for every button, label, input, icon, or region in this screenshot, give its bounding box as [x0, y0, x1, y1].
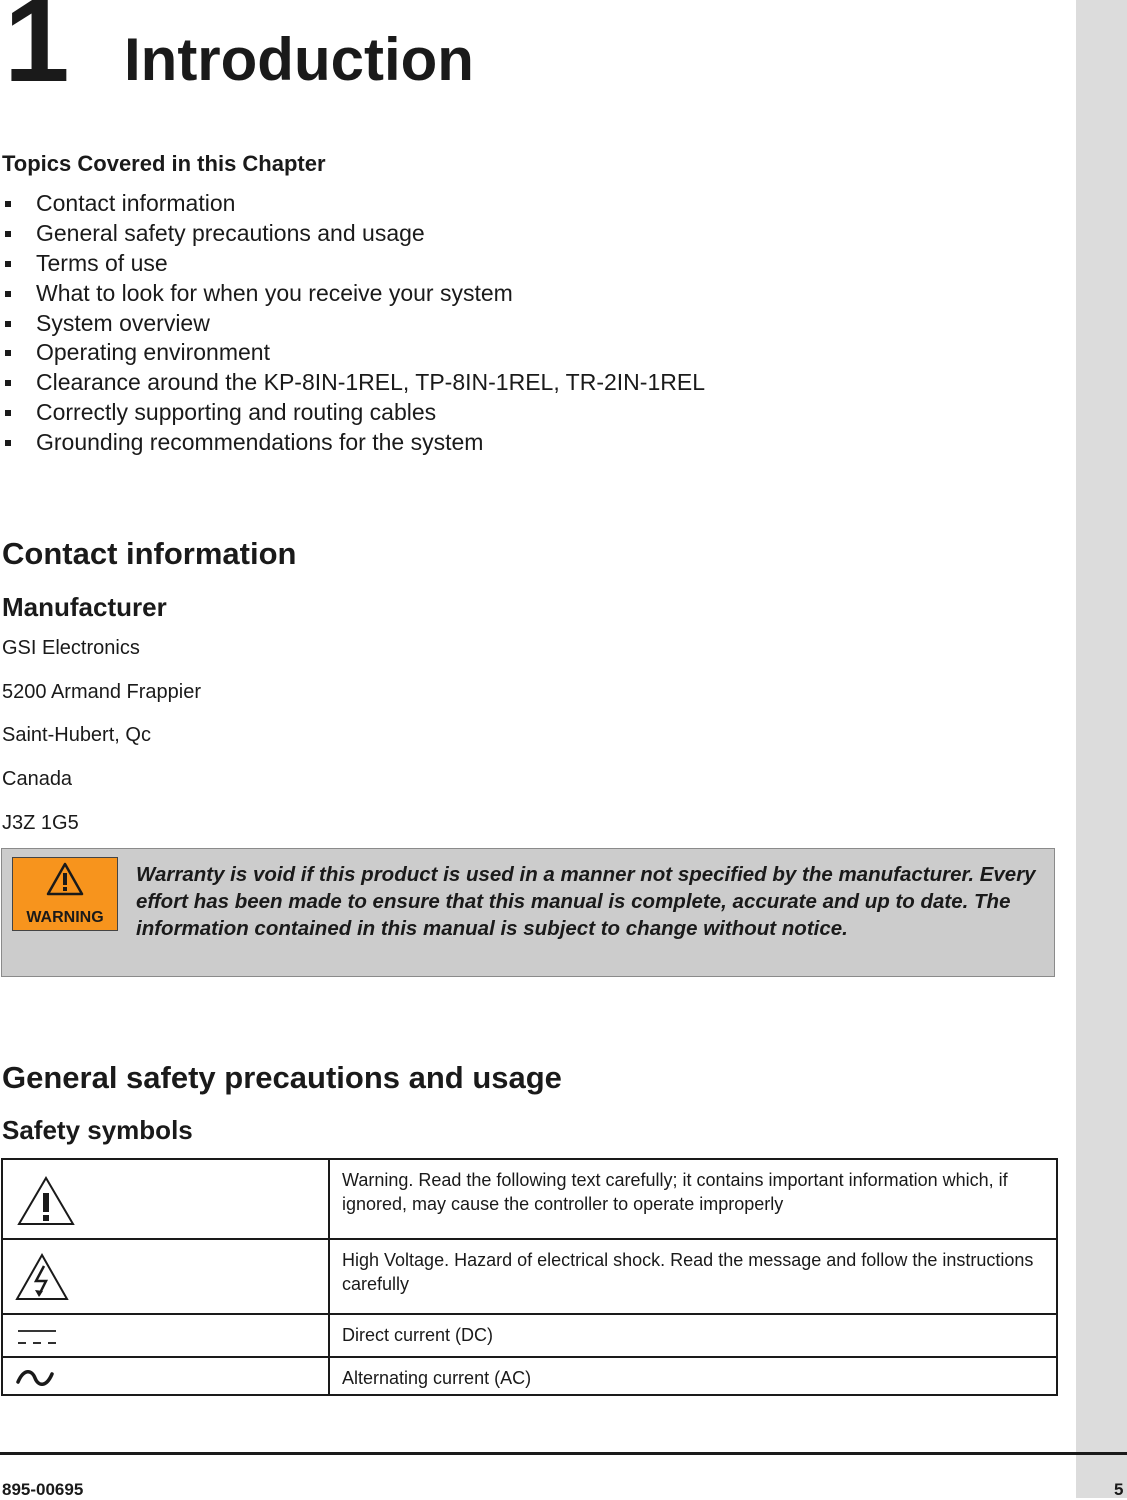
high-voltage-icon [14, 1252, 70, 1302]
topic-item: Operating environment [2, 337, 705, 367]
safety-heading: General safety precautions and usage [2, 1060, 562, 1095]
symbol-description: High Voltage. Hazard of electrical shock. Read the message and follow the instructions carefully [329, 1239, 1057, 1314]
topic-item: What to look for when you receive your system [2, 278, 705, 308]
chapter-number: 1 [4, 0, 70, 107]
manufacturer-heading: Manufacturer [2, 592, 167, 622]
address-line: GSI Electronics [2, 637, 140, 659]
safety-symbols-heading: Safety symbols [2, 1115, 193, 1145]
contact-heading: Contact information [2, 536, 297, 571]
topic-item: Contact information [2, 188, 705, 218]
symbol-description: Alternating current (AC) [329, 1357, 1057, 1395]
topic-item: Clearance around the KP-8IN-1REL, TP-8IN-1REL, TR-2IN-1REL [2, 367, 705, 397]
warranty-warning-text: Warranty is void if this product is used in a manner not specified by the manufacturer. Every effort has been made to ensure that this manual is complete, accurate and up to date. The information contained in this manual is subject to change without notice. [136, 863, 1036, 940]
topics-heading: Topics Covered in this Chapter [2, 151, 326, 176]
topic-item: Grounding recommendations for the system [2, 427, 705, 457]
topics-list [2, 188, 705, 457]
direct-current-icon [16, 1325, 58, 1349]
topic-item: Terms of use [2, 248, 705, 278]
table-row [2, 1159, 1057, 1239]
address-line: Canada [2, 768, 73, 790]
warning-badge-label: WARNING [26, 909, 104, 926]
warranty-warning-box [1, 848, 1055, 977]
table-row [2, 1239, 1057, 1314]
page-side-strip [1076, 0, 1127, 1498]
footer-divider [0, 1452, 1127, 1455]
address-line: J3Z 1G5 [2, 812, 79, 834]
topic-item: System overview [2, 308, 705, 338]
symbol-description: Direct current (DC) [329, 1314, 1057, 1357]
document-number: 895-00695 [2, 1480, 84, 1499]
topic-item: Correctly supporting and routing cables [2, 397, 705, 427]
address-line: Saint-Hubert, Qc [2, 724, 151, 746]
chapter-title: Introduction [124, 26, 474, 93]
warning-triangle-icon [16, 1175, 76, 1227]
warning-badge [12, 857, 118, 931]
page-number: 5 [1114, 1480, 1124, 1499]
warning-triangle-icon [46, 862, 84, 896]
table-row [2, 1314, 1057, 1357]
alternating-current-icon [15, 1366, 55, 1390]
table-row [2, 1357, 1057, 1395]
safety-symbols-table [1, 1158, 1058, 1396]
symbol-description: Warning. Read the following text carefully; it contains important information which, if ignored, may cause the controller to operate improperly [329, 1159, 1057, 1239]
address-line: 5200 Armand Frappier [2, 681, 202, 703]
topic-item: General safety precautions and usage [2, 218, 705, 248]
